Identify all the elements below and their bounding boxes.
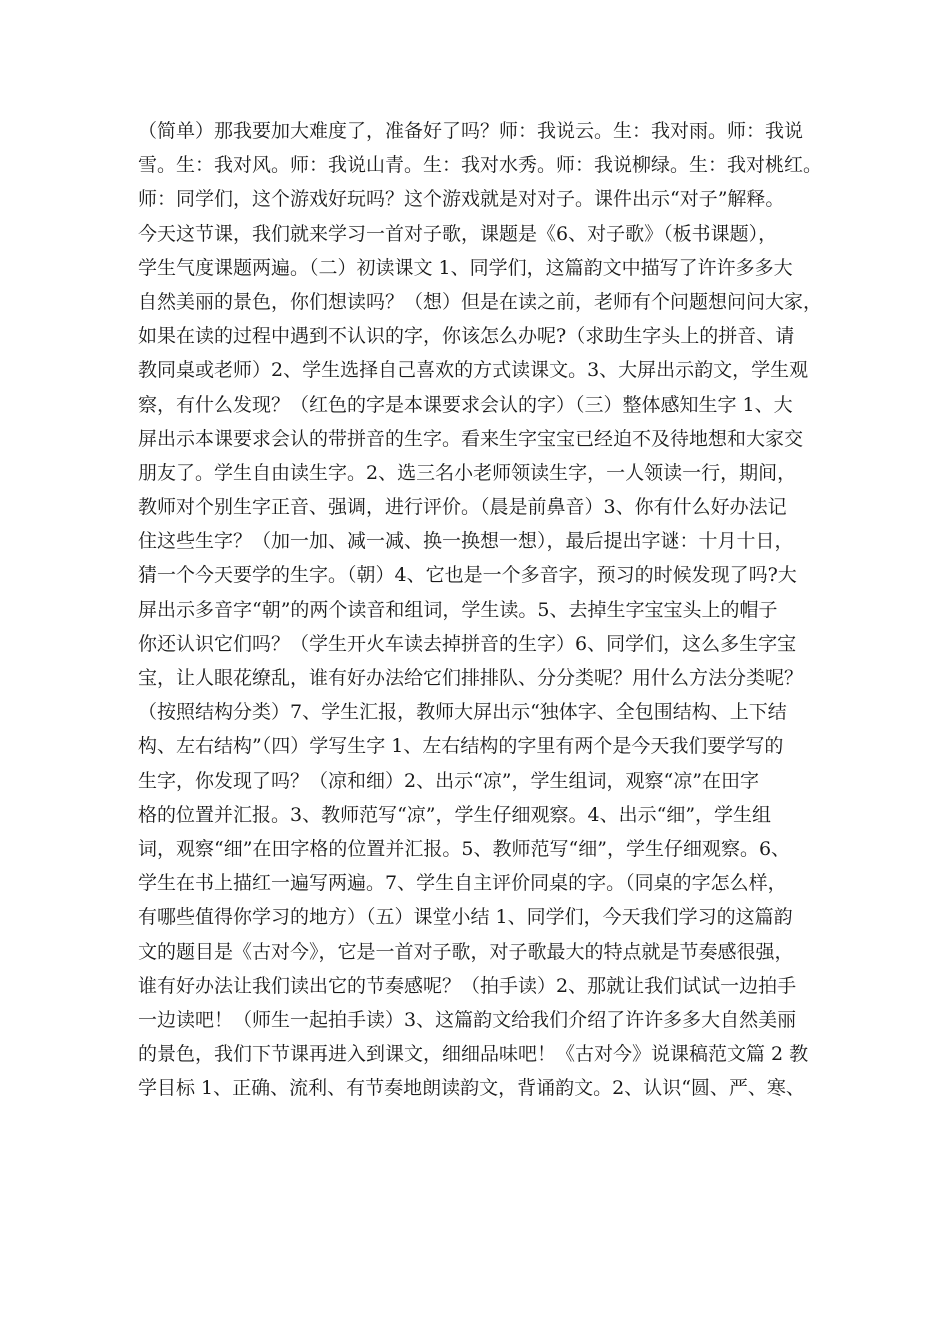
text-line: 雪。生：我对风。师：我说山青。生：我对水秀。师：我说柳绿。生：我对桃红。 bbox=[138, 154, 823, 177]
text-line: 学目标 1、正确、流利、有节奏地朗读韵文，背诵韵文。2、认识“圆、严、寒、 bbox=[138, 1077, 805, 1100]
text-line: 如果在读的过程中遇到不认识的字，你该怎么办呢?（求助生字头上的拼音、请 bbox=[138, 325, 795, 348]
document-body bbox=[138, 114, 828, 1105]
text-line: （简单）那我要加大难度了，准备好了吗？师：我说云。生：我对雨。师：我说 bbox=[138, 120, 804, 142]
text-line: 宝，让人眼花缭乱，谁有好办法给它们排排队、分分类呢？用什么方法分类呢？ bbox=[138, 667, 804, 689]
text-line: （按照结构分类）7、学生汇报，教师大屏出示“独体字、全包围结构、上下结 bbox=[138, 701, 787, 724]
text-line: 屏出示本课要求会认的带拼音的生字。看来生字宝宝已经迫不及待地想和大家交 bbox=[138, 427, 804, 450]
text-line: 师：同学们，这个游戏好玩吗？这个游戏就是对对子。课件出示“对子”解释。 bbox=[138, 188, 785, 211]
text-line: 有哪些值得你学习的地方）（五）课堂小结 1、同学们，今天我们学习的这篇韵 bbox=[138, 906, 793, 929]
text-line: 朋友了。学生自由读生字。2、选三名小老师领读生字，一人领读一行，期间， bbox=[138, 461, 797, 484]
text-line: 谁有好办法让我们读出它的节奏感呢？（拍手读）2、那就让我们试试一边拍手 bbox=[138, 974, 797, 997]
text-line: 生字，你发现了吗？（凉和细）2、出示“凉”，学生组词，观察“凉”在田字 bbox=[138, 769, 759, 792]
text-line: 你还认识它们吗？（学生开火车读去掉拼音的生字）6、同学们，这么多生字宝 bbox=[138, 632, 797, 655]
text-line: 住这些生字？（加一加、减一减、换一换想一想），最后提出字谜：十月十日， bbox=[138, 530, 794, 553]
text-line: 教师对个别生字正音、强调，进行评价。（晨是前鼻音）3、你有什么好办法记 bbox=[138, 496, 787, 519]
text-line: 格的位置并汇报。3、教师范写“凉”，学生仔细观察。4、出示“细”，学生组 bbox=[138, 803, 772, 826]
text-line: 文的题目是《古对今》，它是一首对子歌，对子歌最大的特点就是节奏感很强， bbox=[138, 940, 794, 963]
text-line: 一边读吧！（师生一起拍手读）3、这篇韵文给我们介绍了许许多多大自然美丽 bbox=[138, 1008, 797, 1031]
text-line: 今天这节课，我们就来学习一首对子歌，课题是《6、对子歌》（板书课题）， bbox=[138, 222, 778, 245]
text-line: 屏出示多音字“朝”的两个读音和组词，学生读。5、去掉生字宝宝头上的帽子 bbox=[138, 598, 778, 621]
text-line: 构、左右结构”（四）学写生字 1、左右结构的字里有两个是今天我们要学写的 bbox=[138, 735, 784, 758]
text-line: 学生气度课题两遍。（二）初读课文 1、同学们，这篇韵文中描写了许许多多大 bbox=[138, 256, 793, 279]
text-line: 猜一个今天要学的生字。（朝）4、它也是一个多音字，预习的时候发现了吗?大 bbox=[138, 564, 797, 587]
text-line: 自然美丽的景色，你们想读吗？（想）但是在读之前，老师有个问题想问问大家， bbox=[138, 290, 823, 313]
text-line: 词，观察“细”在田字格的位置并汇报。5、教师范写“细”，学生仔细观察。6、 bbox=[138, 837, 791, 860]
text-line: 学生在书上描红一遍写两遍。7、学生自主评价同桌的字。（同桌的字怎么样， bbox=[138, 872, 787, 895]
text-line: 的景色，我们下节课再进入到课文，细细品味吧！《古对今》说课稿范文篇 2 教 bbox=[138, 1043, 809, 1066]
text-line: 教同桌或老师）2、学生选择自己喜欢的方式读课文。3、大屏出示韵文，学生观 bbox=[138, 359, 809, 382]
text-line: 察，有什么发现？（红色的字是本课要求会认的字）（三）整体感知生字 1、大 bbox=[138, 393, 793, 416]
